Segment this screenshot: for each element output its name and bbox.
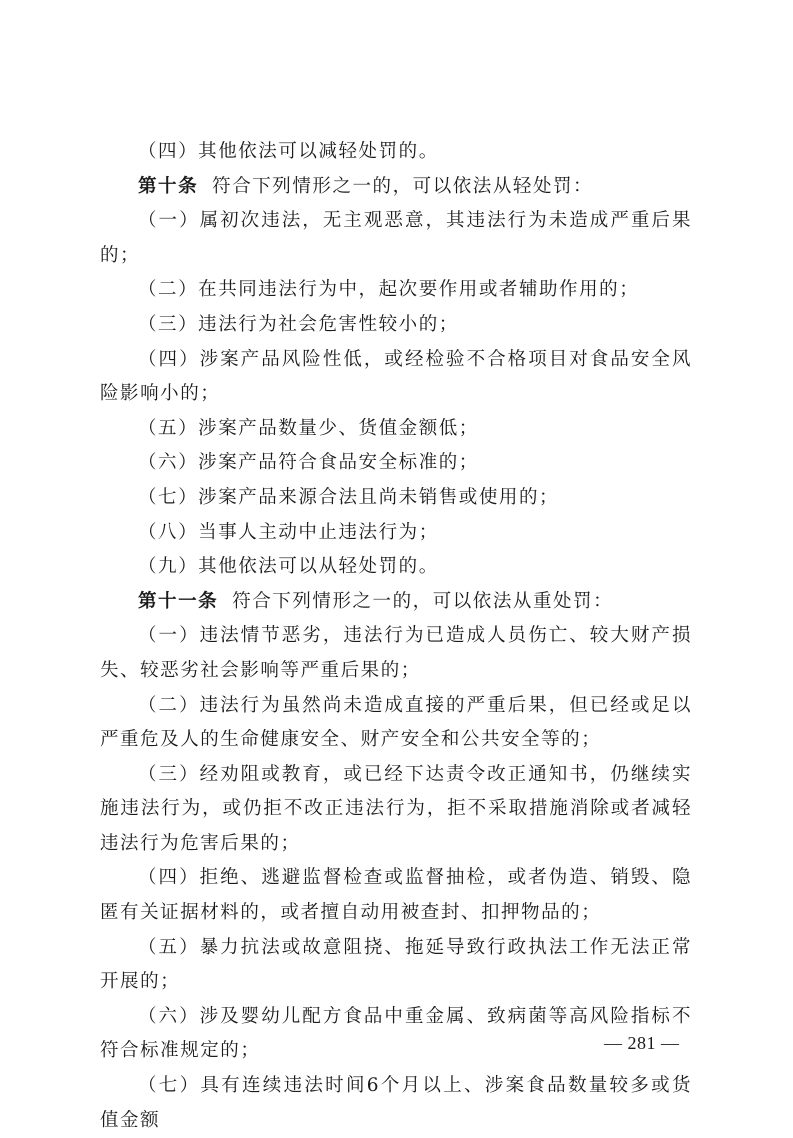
paragraph-text: 符合下列情形之一的，可以依法从轻处罚：: [212, 175, 594, 197]
article-paragraph: [100, 170, 692, 205]
paragraph: [100, 135, 692, 170]
paragraph-text: （二）违法行为虽然尚未造成直接的严重后果，但已经或足以严重危及人的生命健康安全、财产安全和公共安全等的；: [100, 694, 692, 751]
paragraph-text: （五）涉案产品数量少、货值金额低；: [138, 417, 479, 439]
paragraph: [100, 273, 692, 308]
paragraph-text: （六）涉及婴幼儿配方食品中重金属、致病菌等高风险指标不符合标准规定的；: [100, 1005, 692, 1062]
paragraph-text: （三）违法行为社会危害性较小的；: [138, 313, 459, 335]
paragraph-text: （九）其他依法可以从轻处罚的。: [138, 556, 439, 578]
paragraph-text: （二）在共同违法行为中，起次要作用或者辅助作用的；: [138, 279, 640, 301]
paragraph-text: （四）拒绝、逃避监督检查或监督抽检，或者伪造、销毁、隐匿有关证据材料的，或者擅自动用被查封、扣押物品的；: [100, 867, 692, 924]
page-number: — 281 —: [604, 1033, 680, 1053]
paragraph-text: （四）涉案产品风险性低，或经检验不合格项目对食品安全风险影响小的；: [100, 348, 692, 405]
paragraph: [100, 516, 692, 551]
paragraph: [100, 204, 692, 273]
paragraph: [100, 343, 692, 412]
paragraph: [100, 481, 692, 516]
paragraph: [100, 412, 692, 447]
paragraph-text: （一）属初次违法，无主观恶意，其违法行为未造成严重后果的；: [100, 210, 692, 266]
paragraph: [100, 446, 692, 481]
article-heading: 第十条: [138, 175, 199, 197]
paragraph-text: （七）具有连续违法时间6个月以上、涉案食品数量较多或货值金额: [100, 1075, 692, 1131]
paragraph-text: （六）涉案产品符合食品安全标准的；: [138, 452, 479, 474]
document-body: [100, 135, 692, 1138]
paragraph-text: （五）暴力抗法或故意阻挠、拖延导致行政执法工作无法正常开展的；: [100, 936, 692, 993]
article-paragraph: [100, 585, 692, 620]
paragraph-text: （七）涉案产品来源合法且尚未销售或使用的；: [138, 486, 560, 508]
paragraph: [100, 689, 692, 758]
paragraph: [100, 861, 692, 930]
paragraph: [100, 1069, 692, 1138]
paragraph-text: （三）经劝阻或教育，或已经下达责令改正通知书，仍继续实施违法行为，或仍拒不改正违法行为，拒不采取措施消除或者减轻违法行为危害后果的；: [100, 763, 692, 854]
article-heading: 第十一条: [138, 590, 219, 612]
paragraph-text: （八）当事人主动中止违法行为；: [138, 521, 439, 543]
paragraph: [100, 550, 692, 585]
paragraph: [100, 758, 692, 862]
paragraph-text: 符合下列情形之一的，可以依法从重处罚：: [232, 590, 614, 612]
paragraph-text: （一）违法情节恶劣，违法行为已造成人员伤亡、较大财产损失、较恶劣社会影响等严重后果的；: [100, 625, 692, 681]
paragraph-text: （四）其他依法可以减轻处罚的。: [138, 141, 439, 162]
paragraph: [100, 931, 692, 1000]
paragraph: [100, 619, 692, 688]
paragraph: [100, 308, 692, 343]
